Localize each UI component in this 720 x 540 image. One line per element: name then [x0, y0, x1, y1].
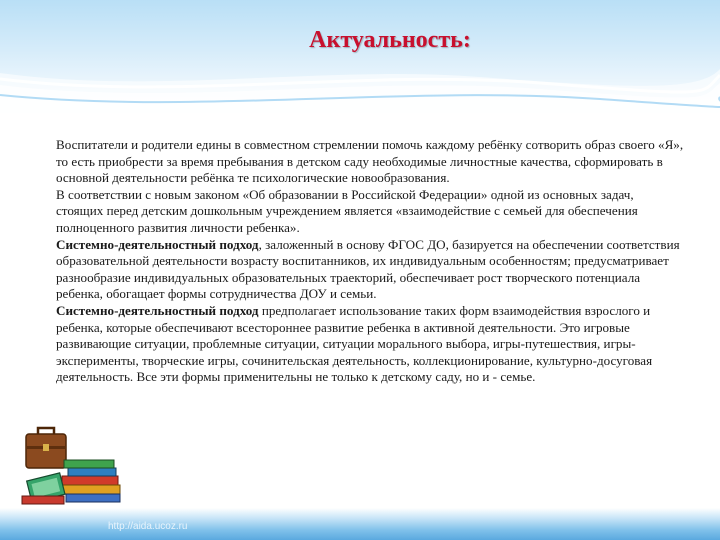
paragraph-4-text: предполагает использование таких форм взаимодействия взрослого и ребенка, которые обеспечивают всестороннее развитие ребенка в активной деятельности. Это игровые развивающие ситуации, проблемные ситуации, ситуации морального выбора, игры-путешествия, игры-эксперименты, творческие игры, сочинительская деятельность, коллекционирование, культурно-досуговая деятельность. Все эти формы применительны не только к детскому саду, но и - семье.	[56, 302, 653, 385]
books-and-briefcase-icon	[18, 418, 128, 508]
footer-url[interactable]: http://aida.ucoz.ru	[108, 521, 188, 532]
paragraph-2	[56, 187, 684, 237]
paragraph-3-text: , заложенный в основу ФГОС ДО, базируется на обеспечении соответствия образовательной деятельности возрасту воспитанников, их индивидуальным особенностям; предусматривает разнообразие индивидуальных образовательных траекторий, обеспечивает рост творческого потенциала ребенка, обогащает формы сотрудничества ДОУ и семьи.	[56, 236, 680, 302]
paragraph-3-bold: Системно-деятельностный подход	[56, 236, 259, 252]
header-band	[0, 0, 720, 125]
slide-title: Актуальность:	[309, 27, 471, 53]
header-wave-decoration	[0, 55, 720, 125]
paragraph-4	[56, 303, 684, 386]
paragraph-1-text: Воспитатели и родители едины в совместном стремлении помочь каждому ребёнку сотворить образ своего «Я», то есть приобрести за время пребывания в детском саду необходимые личностные качества, сформировать в основной деятельности ребёнка те психологические новообразования.	[56, 137, 684, 186]
paragraph-1	[56, 137, 684, 187]
paragraph-3	[56, 237, 684, 303]
paragraph-2-text: В соответствии с новым законом «Об образовании в Российской Федерации» одной из основных задач, стоящих перед детским дошкольным учреждением является «взаимодействие с семьей для обеспечения полноценного развития личности ребенка».	[56, 186, 638, 235]
body-text	[56, 137, 684, 386]
paragraph-4-bold: Системно-деятельностный подход	[56, 302, 259, 318]
